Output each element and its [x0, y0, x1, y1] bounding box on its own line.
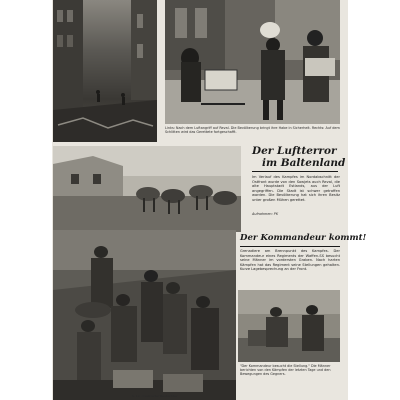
page-footer: S. 10 · Illustrierter Beobachter	[132, 394, 178, 398]
article1-body: Im Verlauf des Kampfes im Nordabschnitt der Ostfront wurde von den Sowjets auch Reval, die alte Hauptstadt Estlands, aus der Luft angegriffen. Die Stadt ist schwer getroffen worden. Die Bevölkerung hat sich ihren Besitz unter großen Mühen gerettet.	[252, 175, 340, 202]
article1-credit: Aufnahmen: PK	[252, 212, 279, 216]
headline-kommandeur: Der Kommandeur kommt!	[240, 233, 367, 243]
magazine-page	[52, 0, 367, 400]
caption-bottom: "Der Kommandeur besucht die Stellung." Die Männer berichten von den Kämpfen der letzten Tage und den Bewegungen des Gegners.	[240, 364, 331, 377]
article2-body: Grenadiere am Brennpunkt des Kampfes. Der Kommandeur eines Regiments der Waffen-SS besucht seine Männer im vordersten Graben. Nach harten Kämpfen hat das Regiment seine Stellungen gehalten. Kurze Lagebesprechung an der Front.	[240, 249, 340, 272]
officers-illustration	[238, 290, 340, 362]
ruined-street-illustration	[53, 0, 157, 142]
headline-rule	[252, 171, 338, 172]
photo-evacuation-sled	[165, 0, 340, 124]
photo-officers	[238, 290, 340, 362]
village-illustration	[53, 146, 241, 232]
photo-soldiers-group	[53, 230, 236, 400]
photo-horses-village	[53, 146, 241, 232]
soldiers-illustration	[53, 230, 236, 400]
caption-top: Links: Nach dem Luftangriff auf Reval. Die Bevölkerung bringt ihre Habe in Sicherheit. Rechts: Auf dem Schlitten wird das Gerettete fortgeschafft.	[165, 126, 340, 135]
kommandeur-rule	[240, 246, 340, 247]
photo-ruined-street	[53, 0, 157, 142]
evacuation-illustration	[165, 0, 340, 124]
headline-luftterror-line1: Der Luftterror	[252, 145, 337, 157]
headline-luftterror-line2: im Baltenland	[262, 157, 346, 169]
